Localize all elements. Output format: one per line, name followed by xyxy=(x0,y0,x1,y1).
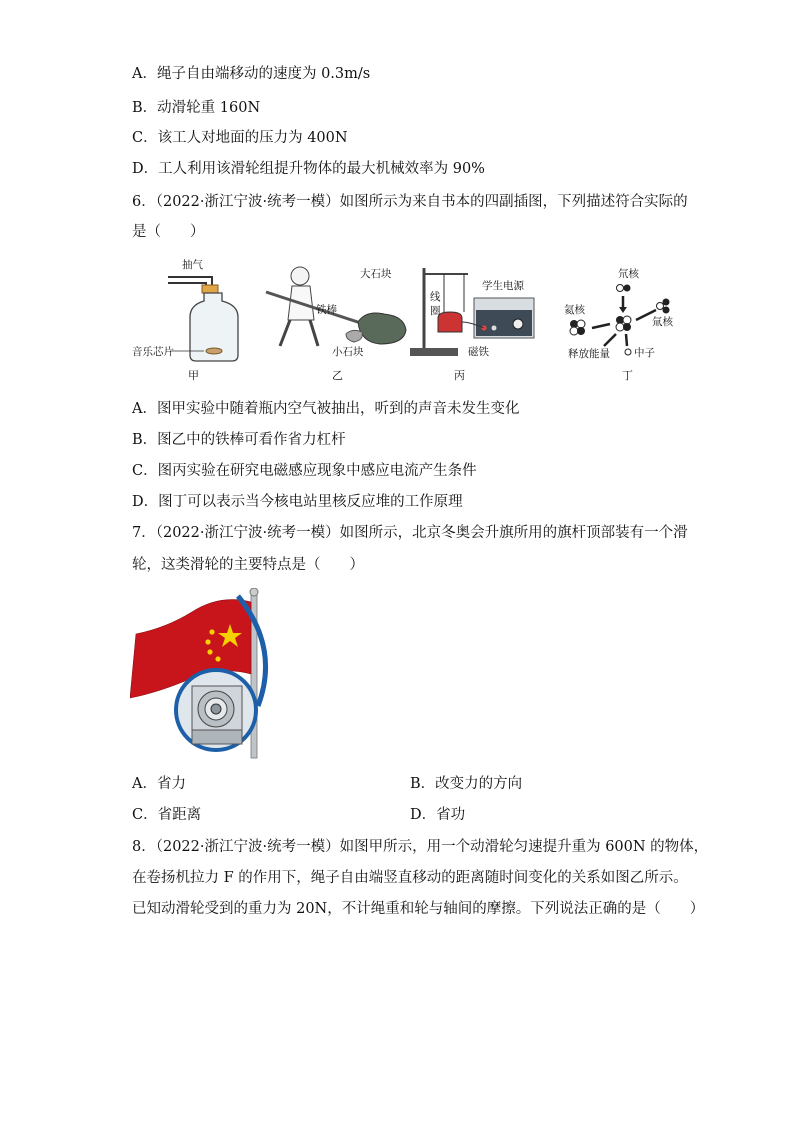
q5-option-b: B．动滑轮重 160N xyxy=(132,100,261,116)
q6-stem-line1: 6．（2022·浙江宁波·统考一模）如图所示为来自书本的四副插图，下列描述符合实际的 xyxy=(132,194,688,210)
energy-label: 释放能量 xyxy=(568,348,610,360)
q7-stem-line2: 轮，这类滑轮的主要特点是（ ） xyxy=(132,557,364,573)
figure-jia xyxy=(132,255,250,382)
pump-label: 抽气 xyxy=(182,259,203,271)
q7-option-c: C．省距离 xyxy=(132,807,202,823)
bell-jar-illustration xyxy=(160,255,250,380)
q7-option-b: B．改变力的方向 xyxy=(410,776,523,792)
figure-yi xyxy=(262,258,412,380)
q5-option-a: A．绳子自由端移动的速度为 0.3m/s xyxy=(132,66,371,82)
figure-flag-pulley xyxy=(130,588,270,760)
caption-jia: 甲 xyxy=(188,369,199,382)
caption-bing: 丙 xyxy=(454,369,465,382)
q6-option-d: D．图丁可以表示当今核电站里核反应堆的工作原理 xyxy=(132,494,463,510)
big-rock-label: 大石块 xyxy=(360,268,392,280)
q8-stem-line3: 已知动滑轮受到的重力为 20N，不计绳重和轮与轴间的摩擦。下列说法正确的是（ ） xyxy=(132,901,705,917)
q7-stem-line1: 7．（2022·浙江宁波·统考一模）如图所示，北京冬奥会升旗所用的旗杆顶部装有一个滑 xyxy=(132,525,688,541)
q7-option-d: D．省功 xyxy=(410,807,466,823)
q5-option-d: D．工人利用该滑轮组提升物体的最大机械效率为 90% xyxy=(132,161,485,177)
tritium-label: 氚核 xyxy=(652,316,673,328)
neutron-label: 中子 xyxy=(634,347,655,359)
q6-option-c: C．图丙实验在研究电磁感应现象中感应电流产生条件 xyxy=(132,463,477,479)
q6-option-b: B．图乙中的铁棒可看作省力杠杆 xyxy=(132,432,346,448)
figure-ding xyxy=(560,262,690,380)
q8-stem-line2: 在卷扬机拉力 F 的作用下，绳子自由端竖直移动的距离随时间变化的关系如图乙所示。 xyxy=(132,870,688,886)
iron-bar-label: 铁棒 xyxy=(316,304,337,316)
coil-label: 线圈 xyxy=(430,291,441,317)
q7-option-a: A．省力 xyxy=(132,776,186,792)
flagpole-pulley-illustration xyxy=(130,588,270,760)
q5-option-c: C．该工人对地面的压力为 400N xyxy=(132,130,348,146)
deuterium-label: 氘核 xyxy=(618,268,639,280)
q8-stem-line1: 8．（2022·浙江宁波·统考一模）如图甲所示，用一个动滑轮匀速提升重为 600N 的物体， xyxy=(132,839,709,855)
caption-yi: 乙 xyxy=(332,369,343,382)
helium-label: 氦核 xyxy=(564,304,585,316)
magnet-label: 磁铁 xyxy=(468,346,489,358)
small-rock-label: 小石块 xyxy=(332,346,364,358)
power-label: 学生电源 xyxy=(482,280,524,292)
q6-option-a: A．图甲实验中随着瓶内空气被抽出，听到的声音未发生变化 xyxy=(132,401,520,417)
chip-label: 音乐芯片 xyxy=(132,346,174,358)
figure-bing xyxy=(408,262,538,380)
caption-ding: 丁 xyxy=(622,369,633,382)
q6-stem-line2: 是（ ） xyxy=(132,224,205,240)
